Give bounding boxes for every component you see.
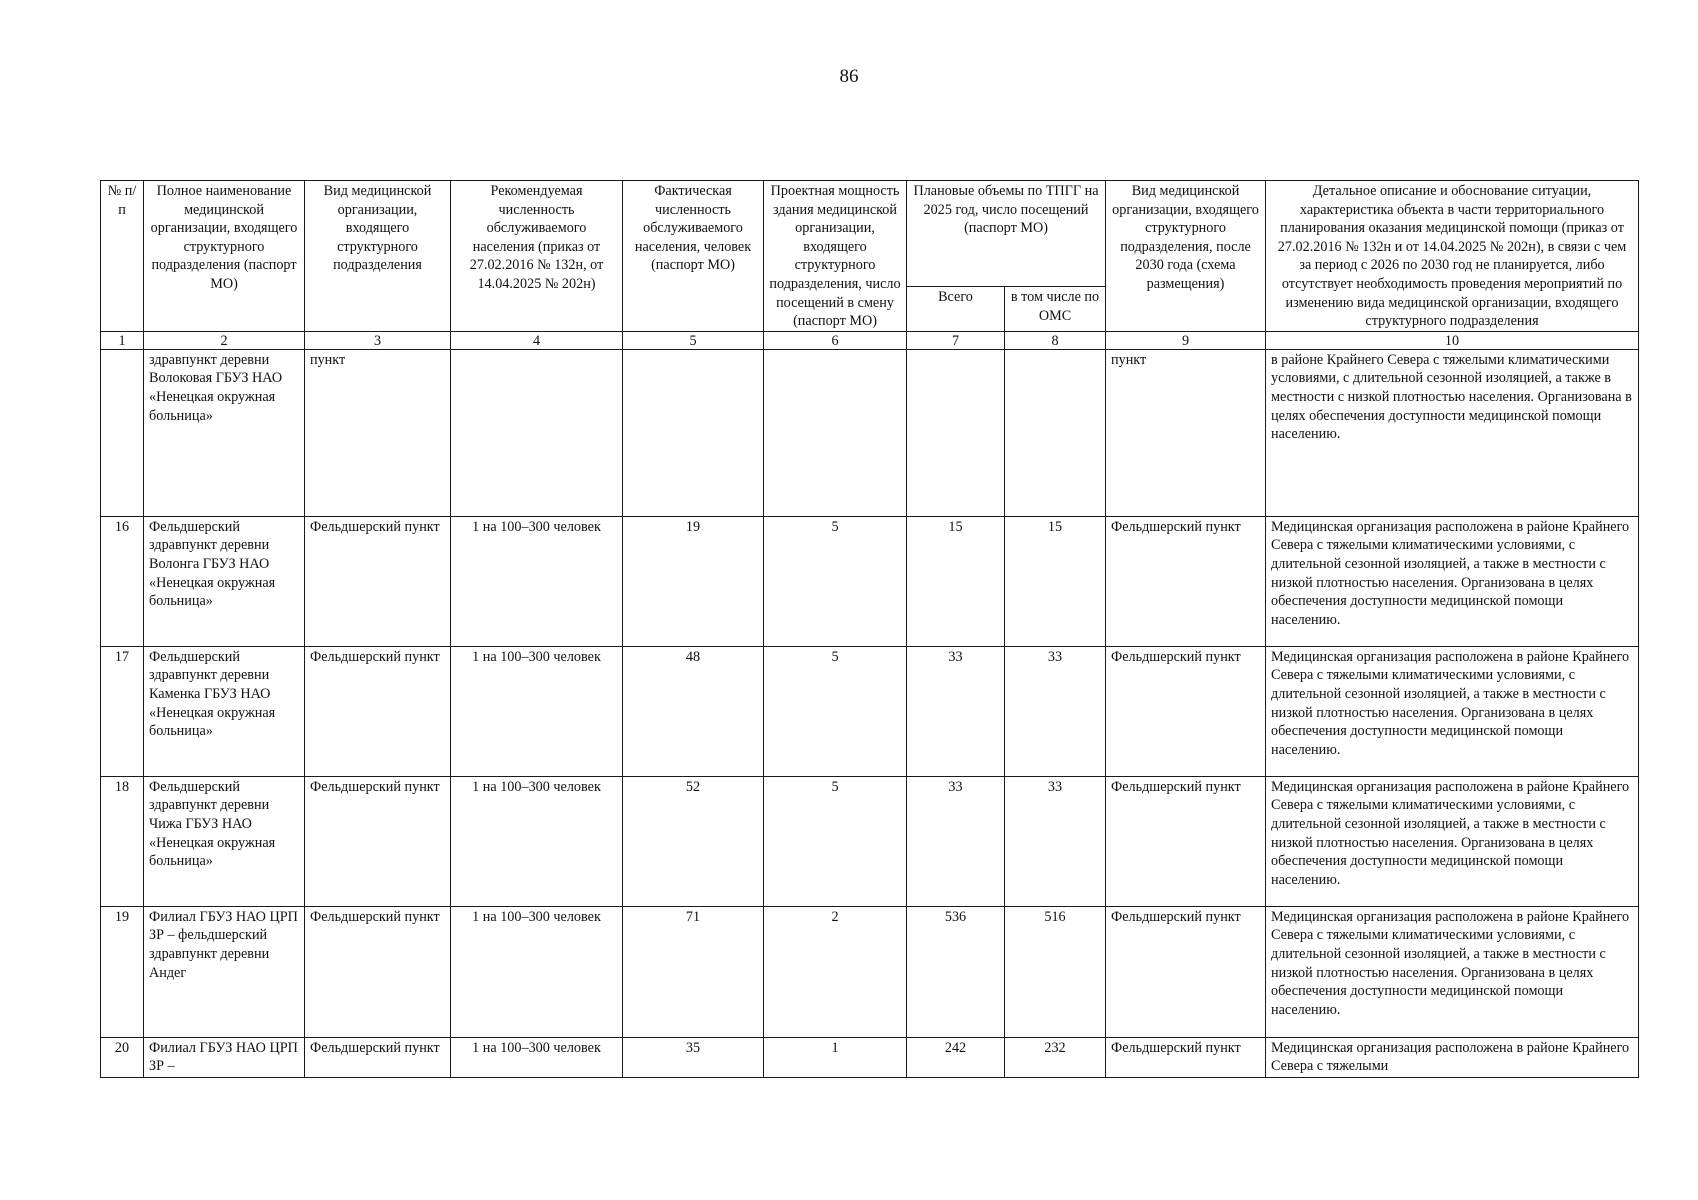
row-description: Медицинская организация расположена в районе Крайнего Севера с тяжелыми климатическими условиями, с длительной сезонной изоляцией, а также в местности с низкой плотностью населения. Организована в целях обеспечения доступности медицинской помощи населению.	[1266, 516, 1639, 646]
header-full-name: Полное наименование медицинской организации, входящего структурного подразделения (паспорт МО)	[144, 181, 305, 332]
row-capacity: 5	[764, 776, 907, 906]
table-row	[101, 349, 1639, 516]
column-number: 5	[623, 331, 764, 349]
header-planned-volumes: Плановые объемы по ТПГГ на 2025 год, число посещений (паспорт МО)	[907, 181, 1106, 287]
column-number: 2	[144, 331, 305, 349]
row-type-after: Фельдшерский пункт	[1106, 646, 1266, 776]
row-oms	[1005, 349, 1106, 516]
column-number: 8	[1005, 331, 1106, 349]
row-number: 18	[101, 776, 144, 906]
row-actual: 48	[623, 646, 764, 776]
header-oms: в том числе по ОМС	[1005, 287, 1106, 332]
row-recommended: 1 на 100–300 человек	[451, 516, 623, 646]
row-description: Медицинская организация расположена в районе Крайнего Севера с тяжелыми	[1266, 1037, 1639, 1077]
page-number: 86	[839, 66, 859, 87]
row-number: 19	[101, 906, 144, 1037]
header-design-capacity: Проектная мощность здания медицинской организации, входящего структурного подразделения, число посещений в смену (паспорт МО)	[764, 181, 907, 332]
row-type-after: Фельдшерский пункт	[1106, 776, 1266, 906]
row-capacity: 2	[764, 906, 907, 1037]
row-org-name: Филиал ГБУЗ НАО ЦРП ЗР – фельдшерский здравпункт деревни Андег	[144, 906, 305, 1037]
row-recommended: 1 на 100–300 человек	[451, 646, 623, 776]
header-description: Детальное описание и обоснование ситуации, характеристика объекта в части территориального планирования оказания медицинской помощи (приказ от 27.02.2016 № 132н и от 14.04.2025 № 202н), в связи с чем за период с 2026 по 2030 год не планируется, либо отсутствует необходимость проведения мероприятий по изменению вида медицинской организации, входящего структурного подразделения	[1266, 181, 1639, 332]
row-oms: 15	[1005, 516, 1106, 646]
row-type-after: Фельдшерский пункт	[1106, 516, 1266, 646]
table-row	[101, 776, 1639, 906]
row-oms: 516	[1005, 906, 1106, 1037]
row-actual: 52	[623, 776, 764, 906]
table-row	[101, 646, 1639, 776]
header-recommended-population: Рекомендуемая численность обслуживаемого населения (приказ от 27.02.2016 № 132н, от 14.04.2025 № 202н)	[451, 181, 623, 332]
row-type-after: Фельдшерский пункт	[1106, 1037, 1266, 1077]
row-type-after: Фельдшерский пункт	[1106, 906, 1266, 1037]
column-numbers-row	[101, 331, 1639, 349]
table-row	[101, 1037, 1639, 1077]
row-description: Медицинская организация расположена в районе Крайнего Севера с тяжелыми климатическими условиями, с длительной сезонной изоляцией, а также в местности с низкой плотностью населения. Организована в целях обеспечения доступности медицинской помощи населению.	[1266, 906, 1639, 1037]
column-number: 1	[101, 331, 144, 349]
row-recommended	[451, 349, 623, 516]
row-capacity: 1	[764, 1037, 907, 1077]
table-row	[101, 516, 1639, 646]
row-recommended: 1 на 100–300 человек	[451, 906, 623, 1037]
row-org-name: Фельдшерский здравпункт деревни Волонга ГБУЗ НАО «Ненецкая окружная больница»	[144, 516, 305, 646]
row-total: 15	[907, 516, 1005, 646]
row-org-name: Фельдшерский здравпункт деревни Каменка ГБУЗ НАО «Ненецкая окружная больница»	[144, 646, 305, 776]
row-capacity: 5	[764, 646, 907, 776]
table-row	[101, 906, 1639, 1037]
row-actual: 35	[623, 1037, 764, 1077]
row-org-type: Фельдшерский пункт	[305, 646, 451, 776]
row-total: 536	[907, 906, 1005, 1037]
row-oms: 33	[1005, 646, 1106, 776]
row-capacity: 5	[764, 516, 907, 646]
row-oms: 33	[1005, 776, 1106, 906]
row-actual: 19	[623, 516, 764, 646]
row-org-type: Фельдшерский пункт	[305, 906, 451, 1037]
row-recommended: 1 на 100–300 человек	[451, 1037, 623, 1077]
header-org-type: Вид медицинской организации, входящего структурного подразделения	[305, 181, 451, 332]
row-description: в районе Крайнего Севера с тяжелыми климатическими условиями, с длительной сезонной изоляцией, а также в местности с низкой плотностью населения. Организована в целях обеспечения доступности медицинской помощи населению.	[1266, 349, 1639, 516]
row-org-type: Фельдшерский пункт	[305, 516, 451, 646]
row-actual: 71	[623, 906, 764, 1037]
column-number: 4	[451, 331, 623, 349]
row-capacity	[764, 349, 907, 516]
medical-organizations-table	[100, 180, 1639, 1078]
header-total: Всего	[907, 287, 1005, 332]
row-org-name: здравпункт деревни Волоковая ГБУЗ НАО «Ненецкая окружная больница»	[144, 349, 305, 516]
row-org-name: Фельдшерский здравпункт деревни Чижа ГБУЗ НАО «Ненецкая окружная больница»	[144, 776, 305, 906]
row-org-name: Филиал ГБУЗ НАО ЦРП ЗР –	[144, 1037, 305, 1077]
row-total: 242	[907, 1037, 1005, 1077]
column-number: 7	[907, 331, 1005, 349]
row-total	[907, 349, 1005, 516]
header-type-after-2030: Вид медицинской организации, входящего структурного подразделения, после 2030 года (схема размещения)	[1106, 181, 1266, 332]
row-number: 16	[101, 516, 144, 646]
row-number: 20	[101, 1037, 144, 1077]
column-number: 6	[764, 331, 907, 349]
row-description: Медицинская организация расположена в районе Крайнего Севера с тяжелыми климатическими условиями, с длительной сезонной изоляцией, а также в местности с низкой плотностью населения. Организована в целях обеспечения доступности медицинской помощи населению.	[1266, 776, 1639, 906]
row-total: 33	[907, 646, 1005, 776]
row-number: 17	[101, 646, 144, 776]
row-recommended: 1 на 100–300 человек	[451, 776, 623, 906]
row-org-type: Фельдшерский пункт	[305, 776, 451, 906]
header-actual-population: Фактическая численность обслуживаемого населения, человек (паспорт МО)	[623, 181, 764, 332]
row-org-type: Фельдшерский пункт	[305, 1037, 451, 1077]
row-total: 33	[907, 776, 1005, 906]
header-number: № п/ п	[101, 181, 144, 332]
row-description: Медицинская организация расположена в районе Крайнего Севера с тяжелыми климатическими условиями, с длительной сезонной изоляцией, а также в местности с низкой плотностью населения. Организована в целях обеспечения доступности медицинской помощи населению.	[1266, 646, 1639, 776]
column-number: 3	[305, 331, 451, 349]
row-type-after: пункт	[1106, 349, 1266, 516]
row-number	[101, 349, 144, 516]
column-number: 10	[1266, 331, 1639, 349]
header-row	[101, 181, 1639, 287]
row-org-type: пункт	[305, 349, 451, 516]
column-number: 9	[1106, 331, 1266, 349]
row-actual	[623, 349, 764, 516]
row-oms: 232	[1005, 1037, 1106, 1077]
